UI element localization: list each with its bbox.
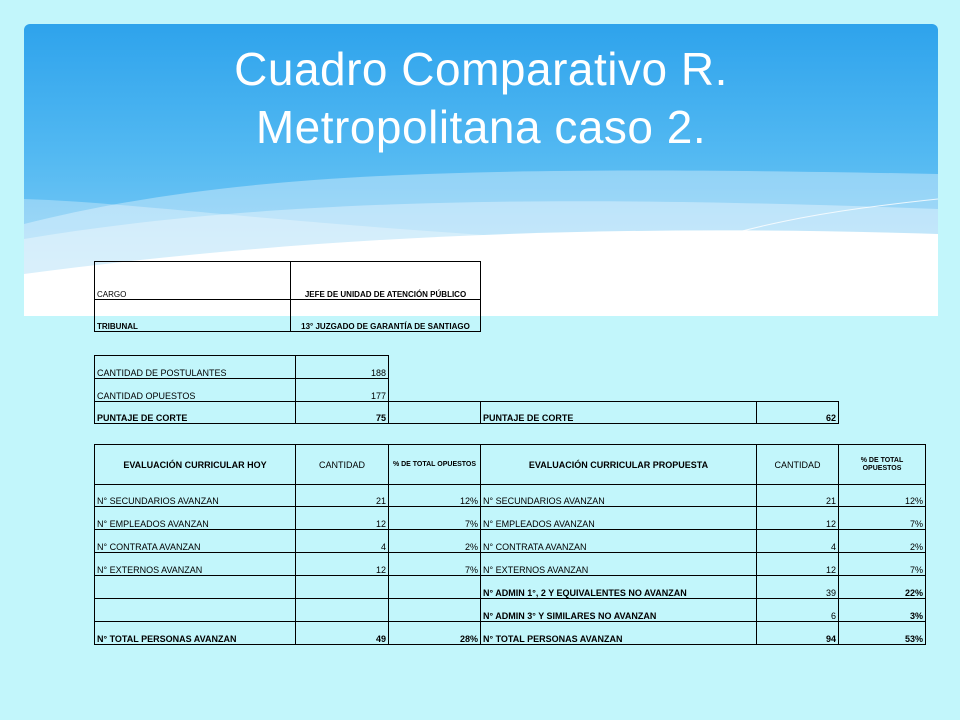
row-propuesta-cantidad: 4	[757, 530, 839, 553]
row-propuesta-cantidad: 94	[757, 622, 839, 645]
row-hoy-pct: 28%	[389, 622, 481, 645]
cargo-row	[95, 262, 481, 300]
row-hoy-cantidad: 49	[296, 622, 389, 645]
row-propuesta-pct: 3%	[839, 599, 926, 622]
row-hoy-label	[95, 576, 296, 599]
row-propuesta-pct: 12%	[839, 485, 926, 507]
row-hoy-label: N° CONTRATA AVANZAN	[95, 530, 296, 553]
slide-title	[24, 40, 938, 156]
row-hoy-pct	[389, 599, 481, 622]
row-propuesta-pct: 7%	[839, 507, 926, 530]
postulantes-label: CANTIDAD DE POSTULANTES	[95, 356, 296, 379]
row-hoy-pct: 2%	[389, 530, 481, 553]
row-propuesta-cantidad: 6	[757, 599, 839, 622]
opuestos-value: 177	[296, 379, 389, 402]
tribunal-value: 13° JUZGADO DE GARANTÍA DE SANTIAGO	[291, 300, 481, 332]
row-propuesta-pct: 22%	[839, 576, 926, 599]
row-hoy-label: N° SECUNDARIOS AVANZAN	[95, 485, 296, 507]
row-hoy-label: N° EMPLEADOS AVANZAN	[95, 507, 296, 530]
opuestos-row	[95, 379, 839, 402]
cargo-value: JEFE DE UNIDAD DE ATENCIÓN PÚBLICO	[291, 262, 481, 300]
row-propuesta-cantidad: 21	[757, 485, 839, 507]
header-pct-hoy: % DE TOTAL OPUESTOS	[389, 445, 481, 485]
slide-title-line-2: Metropolitana caso 2.	[255, 101, 707, 153]
tribunal-label: TRIBUNAL	[95, 300, 291, 332]
row-propuesta-cantidad: 12	[757, 553, 839, 576]
table-row	[95, 507, 926, 530]
row-hoy-pct: 12%	[389, 485, 481, 507]
row-propuesta-label: N° EXTERNOS AVANZAN	[481, 553, 757, 576]
puntaje-corte-propuesta-label: PUNTAJE DE CORTE	[481, 402, 757, 424]
row-hoy-cantidad	[296, 599, 389, 622]
cargo-label: CARGO	[95, 262, 291, 300]
cargo-table	[94, 261, 481, 332]
table-row	[95, 553, 926, 576]
puntaje-corte-hoy-value: 75	[296, 402, 389, 424]
puntaje-corte-row	[95, 402, 839, 424]
header-evaluacion-hoy: EVALUACIÓN CURRICULAR HOY	[95, 445, 296, 485]
row-hoy-cantidad: 12	[296, 507, 389, 530]
evaluacion-table	[94, 444, 926, 645]
row-hoy-cantidad: 4	[296, 530, 389, 553]
header-cantidad-propuesta: CANTIDAD	[757, 445, 839, 485]
table-row-total	[95, 622, 926, 645]
table-row	[95, 530, 926, 553]
row-propuesta-label: N° TOTAL PERSONAS AVANZAN	[481, 622, 757, 645]
row-propuesta-label: N° EMPLEADOS AVANZAN	[481, 507, 757, 530]
puntaje-corte-propuesta-value: 62	[757, 402, 839, 424]
row-hoy-label: N° TOTAL PERSONAS AVANZAN	[95, 622, 296, 645]
row-propuesta-pct: 7%	[839, 553, 926, 576]
row-hoy-cantidad: 21	[296, 485, 389, 507]
header-cantidad-hoy: CANTIDAD	[296, 445, 389, 485]
puntaje-corte-hoy-label: PUNTAJE DE CORTE	[95, 402, 296, 424]
row-propuesta-label: N° CONTRATA AVANZAN	[481, 530, 757, 553]
slide-title-line-1: Cuadro Comparativo R.	[234, 43, 728, 95]
table-row	[95, 485, 926, 507]
evaluacion-header-row	[95, 445, 926, 485]
table-row	[95, 599, 926, 622]
row-propuesta-cantidad: 12	[757, 507, 839, 530]
row-propuesta-label: N° SECUNDARIOS AVANZAN	[481, 485, 757, 507]
postulantes-value: 188	[296, 356, 389, 379]
table-row	[95, 576, 926, 599]
row-propuesta-pct: 53%	[839, 622, 926, 645]
tribunal-row	[95, 300, 481, 332]
row-propuesta-pct: 2%	[839, 530, 926, 553]
header-evaluacion-propuesta: EVALUACIÓN CURRICULAR PROPUESTA	[481, 445, 757, 485]
row-hoy-label	[95, 599, 296, 622]
row-hoy-pct	[389, 576, 481, 599]
stats-table	[94, 355, 839, 424]
opuestos-label: CANTIDAD OPUESTOS	[95, 379, 296, 402]
row-propuesta-label: N° ADMIN 1°, 2 Y EQUIVALENTES NO AVANZAN	[481, 576, 757, 599]
postulantes-row	[95, 356, 839, 379]
row-hoy-label: N° EXTERNOS AVANZAN	[95, 553, 296, 576]
row-propuesta-label: N° ADMIN 3° Y SIMILARES NO AVANZAN	[481, 599, 757, 622]
row-hoy-pct: 7%	[389, 553, 481, 576]
row-propuesta-cantidad: 39	[757, 576, 839, 599]
header-pct-propuesta: % DE TOTAL OPUESTOS	[839, 445, 926, 485]
row-hoy-cantidad	[296, 576, 389, 599]
row-hoy-pct: 7%	[389, 507, 481, 530]
row-hoy-cantidad: 12	[296, 553, 389, 576]
